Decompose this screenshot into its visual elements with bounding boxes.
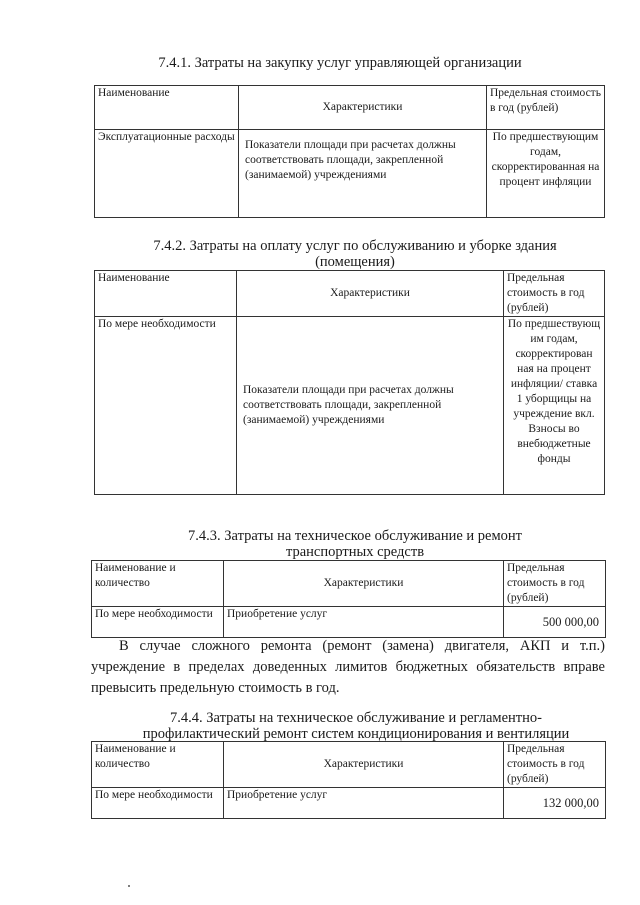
cell-cost: 132 000,00	[504, 788, 606, 819]
header-name: Наименование и количество	[92, 742, 224, 788]
header-characteristics: Характеристики	[239, 86, 487, 130]
header-cost: Предельная стоимость в год (рублей)	[504, 742, 606, 788]
cell-characteristics: Показатели площади при расчетах должны соответствовать площади, закрепленной (занимаемой) учреждениями	[239, 130, 487, 218]
header-cost: Предельная стоимость в год (рублей)	[487, 86, 605, 130]
header-cost: Предельная стоимость в год (рублей)	[504, 271, 605, 317]
note-paragraph: В случае сложного ремонта (ремонт (замена) двигателя, АКП и т.п.) учреждение в пределах доведенных лимитов бюджетных обязательств вправе превысить предельную стоимость в год.	[91, 638, 605, 696]
table-row	[95, 317, 605, 495]
section-title-line2: профилактический ремонт систем кондиционирования и вентиляции	[142, 726, 570, 742]
cell-name: По мере необходимости	[92, 607, 224, 638]
cell-name: Эксплуатационные расходы	[95, 130, 239, 218]
table-7-4-3	[91, 560, 606, 638]
header-characteristics: Характеристики	[224, 742, 504, 788]
section-title-line2: транспортных средств	[285, 544, 425, 560]
cell-characteristics: Показатели площади при расчетах должны соответствовать площади, закрепленной (занимаемой) учреждениями	[237, 317, 504, 495]
header-name: Наименование	[95, 86, 239, 130]
cell-cost: По предшествующ им годам, скорректирован ная на процент инфляции/ ставка 1 уборщицы на учреждение вкл. Взносы во внебюджетные фонды	[504, 317, 605, 495]
cell-characteristics: Приобретение услуг	[224, 788, 504, 819]
section-title-line1: 7.4.4. Затраты на техническое обслуживание и регламентно-	[170, 710, 542, 726]
section-title-7-4-1: 7.4.1. Затраты на закупку услуг управляющей организации	[158, 55, 522, 71]
cell-name: По мере необходимости	[95, 317, 237, 495]
section-title-7-4-2	[90, 238, 620, 270]
scan-speck	[128, 885, 130, 887]
header-characteristics: Характеристики	[224, 561, 504, 607]
section-title-line1: 7.4.2. Затраты на оплату услуг по обслуживанию и уборке здания	[153, 238, 557, 254]
cell-cost: 500 000,00	[504, 607, 606, 638]
cell-cost: По предшествующим годам, скорректированная на процент инфляции	[487, 130, 605, 218]
cell-characteristics: Приобретение услуг	[224, 607, 504, 638]
table-7-4-1	[94, 85, 605, 218]
header-name: Наименование	[95, 271, 237, 317]
table-header-row	[92, 561, 606, 607]
section-title-line2: (помещения)	[315, 254, 395, 270]
table-7-4-2	[94, 270, 605, 495]
section-title-7-4-4	[91, 710, 621, 742]
table-row	[95, 130, 605, 218]
table-row	[92, 607, 606, 638]
section-title-7-4-3	[90, 528, 620, 560]
table-header-row	[92, 742, 606, 788]
table-7-4-4	[91, 741, 606, 819]
section-title-line1: 7.4.3. Затраты на техническое обслуживание и ремонт	[188, 528, 522, 544]
header-cost: Предельная стоимость в год (рублей)	[504, 561, 606, 607]
cell-name: По мере необходимости	[92, 788, 224, 819]
table-header-row	[95, 86, 605, 130]
header-name: Наименование и количество	[92, 561, 224, 607]
table-header-row	[95, 271, 605, 317]
table-row	[92, 788, 606, 819]
header-characteristics: Характеристики	[237, 271, 504, 317]
